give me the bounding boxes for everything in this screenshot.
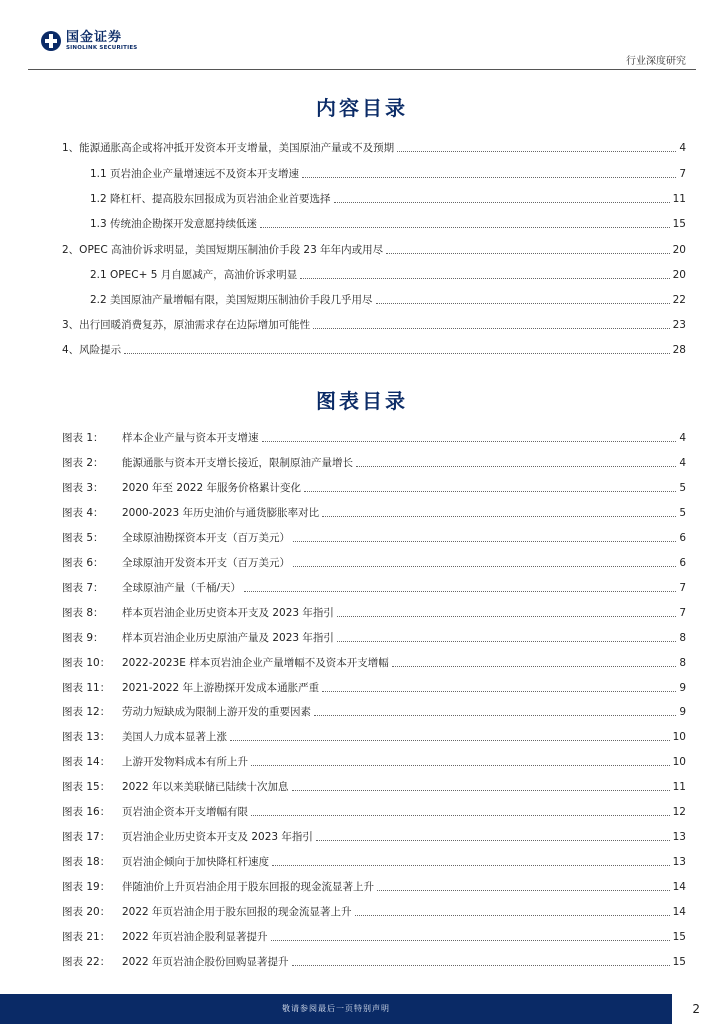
toc-entry-label: 4、风险提示 xyxy=(62,344,122,356)
figure-number: 图表 11： xyxy=(62,681,111,694)
figure-title: 2021-2022 年上游勘探开发成本通胀严重 xyxy=(122,681,320,694)
figure-entry[interactable] xyxy=(62,677,686,695)
dot-leader xyxy=(304,491,676,492)
dot-leader xyxy=(356,466,676,467)
figure-number: 图表 6： xyxy=(62,556,104,569)
toc-entry-page: 22 xyxy=(672,294,686,306)
figure-title: 全球原油开发资本开支（百万美元） xyxy=(122,556,290,569)
toc-entry-page: 23 xyxy=(672,319,686,331)
dot-leader xyxy=(322,516,676,517)
figure-number: 图表 4： xyxy=(62,506,104,519)
figure-page: 8 xyxy=(679,631,686,644)
figure-title: 美国人力成本显著上涨 xyxy=(122,731,227,744)
figure-page: 6 xyxy=(679,556,686,569)
toc-entry-label: 2.2 美国原油产量增幅有限，美国短期压制油价手段几乎用尽 xyxy=(90,294,373,306)
figure-page: 13 xyxy=(672,856,686,869)
figure-number: 图表 5： xyxy=(62,531,104,544)
dot-leader xyxy=(334,202,670,203)
figure-entry[interactable] xyxy=(62,826,686,844)
toc-entry-page: 20 xyxy=(672,269,686,281)
dot-leader xyxy=(262,441,677,442)
page-footer xyxy=(0,994,724,1024)
dot-leader xyxy=(314,715,676,716)
figure-number: 图表 14： xyxy=(62,756,111,769)
figure-number: 图表 1： xyxy=(62,432,104,444)
figure-entry[interactable] xyxy=(62,502,686,520)
figure-page: 8 xyxy=(679,656,686,669)
toc-entry[interactable] xyxy=(90,213,686,231)
figure-number: 图表 3： xyxy=(62,481,104,494)
report-type-label: 行业深度研究 xyxy=(626,56,686,67)
toc-entry-page: 20 xyxy=(672,244,686,256)
figure-entry[interactable] xyxy=(62,701,686,719)
dot-leader xyxy=(260,227,670,228)
figure-page: 4 xyxy=(679,432,686,444)
figure-page: 11 xyxy=(672,781,686,794)
company-logo xyxy=(40,30,137,52)
figure-number: 图表 22： xyxy=(62,955,111,968)
figure-entry[interactable] xyxy=(62,751,686,769)
figure-title: 伴随油价上升页岩油企用于股东回报的现金流显著上升 xyxy=(122,881,374,894)
figure-page: 7 xyxy=(679,581,686,594)
figure-number: 图表 21： xyxy=(62,931,111,943)
toc-entry[interactable] xyxy=(62,239,686,257)
toc-entry-label: 1.2 降杠杆、提高股东回报成为页岩油企业首要选择 xyxy=(90,193,331,205)
figure-title: 页岩油企资本开支增幅有限 xyxy=(122,806,248,819)
figure-title: 样本企业产量与资本开支增速 xyxy=(122,432,259,444)
figure-entry[interactable] xyxy=(62,552,686,570)
figure-title: 劳动力短缺成为限制上游开发的重要因素 xyxy=(122,706,311,719)
figure-title: 全球原油产量（千桶/天） xyxy=(122,581,242,594)
toc-entry-label: 3、出行回暖消费复苏，原油需求存在边际增加可能性 xyxy=(62,319,311,331)
dot-leader xyxy=(322,691,676,692)
figure-title: 2020 年至 2022 年服务价格累计变化 xyxy=(122,481,301,494)
figure-entry[interactable] xyxy=(62,477,686,495)
figure-page: 4 xyxy=(679,456,686,469)
figure-entry[interactable] xyxy=(62,452,686,470)
figure-number: 图表 18： xyxy=(62,856,111,869)
dot-leader xyxy=(392,666,677,667)
toc-entry-page: 11 xyxy=(672,193,686,205)
figure-number: 图表 2： xyxy=(62,456,104,469)
figure-page: 6 xyxy=(679,531,686,544)
dot-leader xyxy=(292,965,670,966)
figure-entry[interactable] xyxy=(62,427,686,445)
figure-page: 5 xyxy=(679,506,686,519)
figure-entry[interactable] xyxy=(62,577,686,595)
figure-page: 10 xyxy=(672,756,686,769)
figure-title: 页岩油企业历史资本开支及 2023 年指引 xyxy=(122,831,313,844)
figure-title: 2022-2023E 样本页岩油企业产量增幅不及资本开支增幅 xyxy=(122,656,389,669)
dot-leader xyxy=(377,890,670,891)
toc-entry[interactable] xyxy=(90,163,686,181)
dot-leader xyxy=(355,915,670,916)
figure-page: 9 xyxy=(679,706,686,719)
figure-page: 7 xyxy=(679,606,686,619)
page-header xyxy=(0,0,724,70)
dot-leader xyxy=(251,815,670,816)
dot-leader xyxy=(251,765,670,766)
figure-entry[interactable] xyxy=(62,652,686,670)
dot-leader xyxy=(397,151,676,152)
figure-title: 能源通胀与资本开支增长接近，限制原油产量增长 xyxy=(122,456,353,469)
figure-page: 14 xyxy=(672,906,686,919)
figure-title: 上游开发物料成本有所上升 xyxy=(122,756,248,769)
dot-leader xyxy=(302,177,676,178)
toc-entry-label: 2.1 OPEC+ 5 月自愿减产，高油价诉求明显 xyxy=(90,269,298,281)
figure-title: 2022 年页岩油企股利显著提升 xyxy=(122,931,268,943)
dot-leader xyxy=(337,641,676,642)
figure-number: 图表 10： xyxy=(62,656,111,669)
figure-entry[interactable] xyxy=(62,876,686,894)
figure-number: 图表 8： xyxy=(62,606,104,619)
dot-leader xyxy=(376,303,670,304)
dot-leader xyxy=(293,541,676,542)
figure-number: 图表 13： xyxy=(62,731,111,744)
toc-entry-label: 1.1 页岩油企业产量增速远不及资本开支增速 xyxy=(90,168,300,180)
dot-leader xyxy=(271,940,670,941)
dot-leader xyxy=(230,740,670,741)
disclaimer-note: 敬请参阅最后一页特别声明 xyxy=(282,1004,390,1013)
figure-page: 5 xyxy=(679,481,686,494)
figure-entry[interactable] xyxy=(62,527,686,545)
dot-leader xyxy=(313,328,669,329)
logo-english-name: SINOLINK SECURITIES xyxy=(66,44,138,51)
toc-entry[interactable] xyxy=(62,339,686,357)
dot-leader xyxy=(124,353,669,354)
dot-leader xyxy=(272,865,670,866)
dot-leader xyxy=(244,591,676,592)
figure-title: 2000-2023 年历史油价与通货膨胀率对比 xyxy=(122,506,320,519)
figure-entry[interactable] xyxy=(62,851,686,869)
toc-entry-page: 15 xyxy=(672,218,686,230)
figure-entry[interactable] xyxy=(62,801,686,819)
logo-mark-icon xyxy=(40,30,62,52)
figure-page: 15 xyxy=(672,931,686,943)
figure-number: 图表 7： xyxy=(62,581,104,594)
figure-number: 图表 19： xyxy=(62,881,111,894)
toc-entry[interactable] xyxy=(90,264,686,282)
figure-entry[interactable] xyxy=(62,776,686,794)
figure-number: 图表 15： xyxy=(62,781,111,794)
figure-page: 15 xyxy=(672,955,686,968)
figure-number: 图表 9： xyxy=(62,631,104,644)
toc-entry-page: 4 xyxy=(679,142,686,154)
figure-entry[interactable] xyxy=(62,602,686,620)
toc-entry[interactable] xyxy=(90,188,686,206)
toc-entry-page: 7 xyxy=(679,168,686,180)
dot-leader xyxy=(293,566,676,567)
page-number: 2 xyxy=(692,1002,700,1016)
figure-number: 图表 17： xyxy=(62,831,111,844)
toc-entry[interactable] xyxy=(62,314,686,332)
dot-leader xyxy=(292,790,670,791)
figure-number: 图表 16： xyxy=(62,806,111,819)
toc-entry-label: 1、能源通胀高企或将冲抵开发资本开支增量，美国原油产量或不及预期 xyxy=(62,142,395,154)
figure-page: 13 xyxy=(672,831,686,844)
figure-page: 14 xyxy=(672,881,686,894)
figures-heading: 图表目录 xyxy=(316,389,408,413)
toc-heading: 内容目录 xyxy=(316,96,408,120)
figure-title: 样本页岩油企业历史资本开支及 2023 年指引 xyxy=(122,606,334,619)
toc-entry[interactable] xyxy=(90,289,686,307)
figure-page: 10 xyxy=(672,731,686,744)
figure-title: 样本页岩油企业历史原油产量及 2023 年指引 xyxy=(122,631,334,644)
figure-entry[interactable] xyxy=(62,951,686,969)
dot-leader xyxy=(337,616,676,617)
toc-entry-page: 28 xyxy=(672,344,686,356)
toc-entry-label: 2、OPEC 高油价诉求明显，美国短期压制油价手段 23 年年内或用尽 xyxy=(62,244,384,256)
figure-title: 2022 年以来美联储已陆续十次加息 xyxy=(122,781,289,794)
toc-entry-label: 1.3 传统油企勘探开发意愿持续低迷 xyxy=(90,218,258,230)
figure-number: 图表 12： xyxy=(62,706,111,719)
dot-leader xyxy=(316,840,670,841)
figure-page: 12 xyxy=(672,806,686,819)
figure-entry[interactable] xyxy=(62,627,686,645)
figure-entry[interactable] xyxy=(62,726,686,744)
dot-leader xyxy=(386,253,670,254)
figure-page: 9 xyxy=(679,681,686,694)
logo-chinese-name: 国金证券 xyxy=(66,29,123,45)
header-divider xyxy=(28,69,696,70)
figure-entry[interactable] xyxy=(62,901,686,919)
figure-title: 全球原油勘探资本开支（百万美元） xyxy=(122,531,290,544)
toc-entry[interactable] xyxy=(62,137,686,155)
dot-leader xyxy=(300,278,669,279)
figure-title: 页岩油企倾向于加快降杠杆速度 xyxy=(122,856,269,869)
figure-title: 2022 年页岩油企股份回购显著提升 xyxy=(122,955,289,968)
figure-title: 2022 年页岩油企用于股东回报的现金流显著上升 xyxy=(122,906,352,919)
figure-number: 图表 20： xyxy=(62,906,111,919)
figure-entry[interactable] xyxy=(62,926,686,944)
